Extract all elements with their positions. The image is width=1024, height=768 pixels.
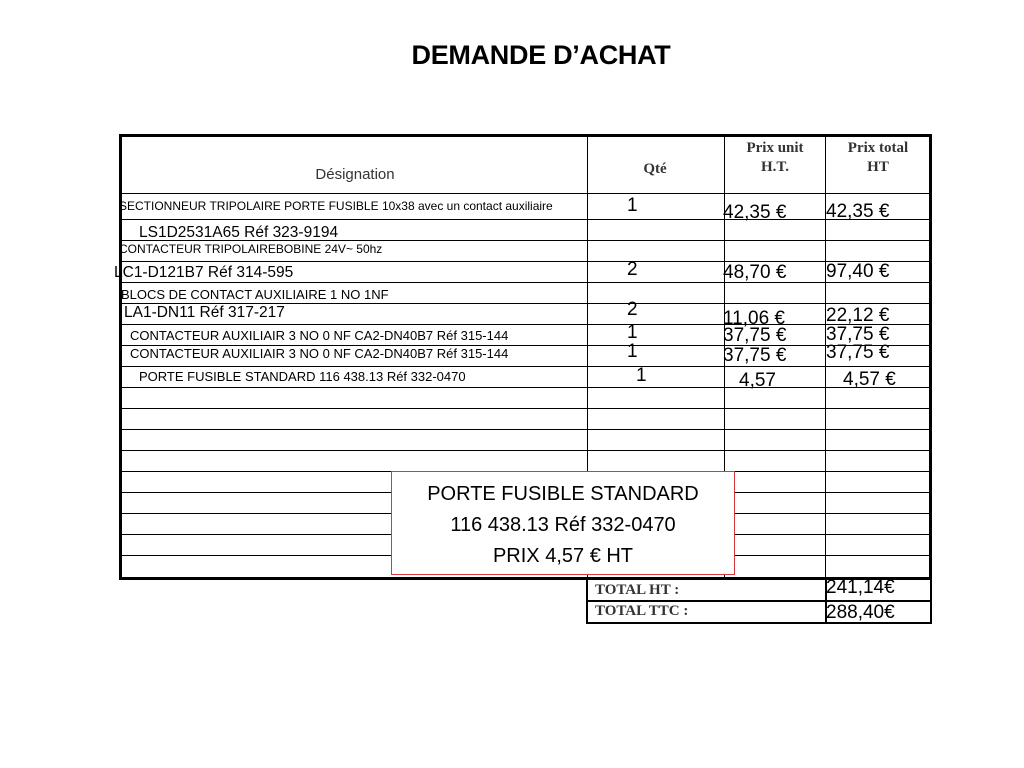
item-unit-price: 37,75 € (723, 345, 787, 366)
callout-line: PORTE FUSIBLE STANDARD (427, 483, 699, 505)
item-qty: 1 (636, 365, 647, 386)
row-divider (121, 219, 931, 220)
header-total-price (828, 139, 928, 177)
item-total-price: 97,40 € (826, 261, 890, 282)
callout-line: PRIX 4,57 € HT (492, 545, 634, 567)
header-designation: Désignation (315, 166, 395, 183)
row-divider (121, 387, 931, 388)
item-total-price: 4,57 € (843, 369, 896, 390)
row-divider (121, 261, 931, 262)
item-qty: 2 (627, 299, 638, 320)
item-qty: 1 (627, 341, 638, 362)
item-designation: CONTACTEUR AUXILIAIR 3 NO 0 NF CA2-DN40B7 Réf 315-144 (130, 328, 509, 343)
total-ttc-label: TOTAL TTC : (595, 603, 689, 619)
total-ht-label: TOTAL HT : (595, 582, 680, 598)
header-unit-price-line1: Prix unit (746, 140, 804, 156)
item-designation: CONTACTEUR AUXILIAIR 3 NO 0 NF CA2-DN40B7 Réf 315-144 (130, 346, 509, 361)
header-total-price-line2: HT (867, 159, 889, 175)
item-unit-price: 37,75 € (723, 325, 787, 346)
row-divider (121, 324, 931, 325)
item-total-price: 37,75 € (826, 342, 890, 363)
item-designation: CONTACTEUR TRIPOLAIREBOBINE 24V~ 50hz (119, 242, 383, 256)
page-title: DEMANDE D’ACHAT (411, 40, 671, 70)
row-divider (121, 193, 931, 194)
header-qty: Qté (643, 161, 667, 177)
item-qty: 2 (627, 259, 638, 280)
item-total-price: 37,75 € (826, 324, 890, 345)
callout-line: 116 438.13 Réf 332-0470 (450, 514, 676, 536)
item-designation: BLOCS DE CONTACT AUXILIAIRE 1 NO 1NF (121, 287, 389, 302)
row-divider (121, 450, 931, 451)
item-designation: LA1-DN11 Réf 317-217 (124, 304, 285, 321)
row-divider (121, 408, 931, 409)
item-total-price: 22,12 € (826, 305, 890, 326)
item-qty: 1 (627, 322, 638, 343)
item-unit-price: 48,70 € (723, 262, 787, 283)
total-ttc-value: 288,40€ (826, 602, 895, 623)
callout-box (391, 471, 735, 575)
item-designation: LS1D2531A65 Réf 323-9194 (139, 224, 339, 241)
row-divider (121, 366, 931, 367)
item-designation: PORTE FUSIBLE STANDARD 116 438.13 Réf 332-0470 (139, 369, 466, 384)
item-designation: LC1-D121B7 Réf 314-595 (114, 264, 294, 281)
item-unit-price: 4,57 (739, 370, 776, 391)
header-total-price-line1: Prix total (847, 140, 909, 156)
row-divider (121, 429, 931, 430)
item-unit-price: 42,35 € (723, 202, 787, 223)
item-qty: 1 (627, 195, 638, 216)
item-total-price: 42,35 € (826, 201, 890, 222)
header-unit-price-line2: H.T. (760, 159, 790, 175)
item-unit-price: 11,06 € (723, 308, 785, 329)
header-unit-price (727, 139, 823, 177)
item-designation: SECTIONNEUR TRIPOLAIRE PORTE FUSIBLE 10x38 avec un contact auxiliaire (119, 199, 553, 213)
row-divider (121, 282, 931, 283)
total-ht-value: 241,14€ (826, 577, 895, 598)
